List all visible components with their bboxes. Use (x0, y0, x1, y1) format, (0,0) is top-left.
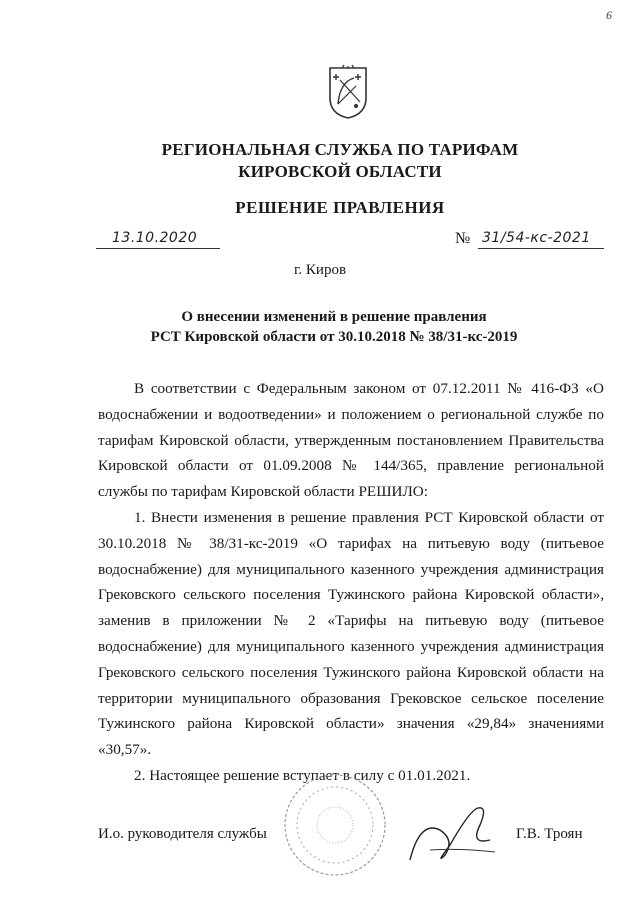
document-date: 13.10.2020 (112, 230, 198, 246)
document-body (98, 376, 604, 789)
document-type: РЕШЕНИЕ ПРАВЛЕНИЯ (235, 198, 445, 217)
page-number: 6 (606, 8, 612, 22)
city: г. Киров (293, 262, 347, 278)
coat-of-arms-icon (326, 64, 370, 120)
number-label: № (455, 230, 471, 247)
subject-line1: О внесении изменений в решение правления (181, 309, 487, 325)
org-name-line2: КИРОВСКОЙ ОБЛАСТИ (238, 162, 442, 181)
subject-line2: РСТ Кировской области от 30.10.2018 № 38/31-кс-2019 (150, 329, 518, 345)
official-stamp (270, 770, 400, 880)
paragraph-preamble: В соответствии с Федеральным законом от 07.12.2011 № 416-ФЗ «О водоснабжении и водоотведении» и положением о региональной службе по тарифам Кировской области, утвержденным постановлением Правительства Кировской области от 01.09.2008 № 144/365, правление региональной службы по тарифам Кировской области РЕШИЛО: (98, 380, 604, 501)
paragraph-item-2: 2. Настоящее решение вступает в силу с 01.01.2021. (134, 766, 471, 784)
paragraph-item-1: 1. Внести изменения в решение правления РСТ Кировской области от 30.10.2018 № 38/31-кс-2019 «О тарифах на питьевую воду (питьевое водоснабжение) для муниципального казенного учреждения администрация Грековского сельского поселения Тужинского района Кировской области», заменив в приложении № 2 «Тарифы на питьевую воду (питьевое водоснабжение) для муниципального казенного учреждения администрация Грековского сельского поселения Тужинского района Кировской области на территории муниципального образования Грековское сельское поселение Тужинского района Кировской области» значения «29,84» значениями «30,57». (98, 508, 604, 759)
handwritten-signature (400, 800, 500, 870)
document-number: 31/54-кс-2021 (482, 230, 591, 246)
signatory-position: И.о. руководителя службы (98, 826, 267, 842)
org-name-line1: РЕГИОНАЛЬНАЯ СЛУЖБА ПО ТАРИФАМ (161, 140, 519, 159)
signatory-name: Г.В. Троян (516, 826, 583, 842)
